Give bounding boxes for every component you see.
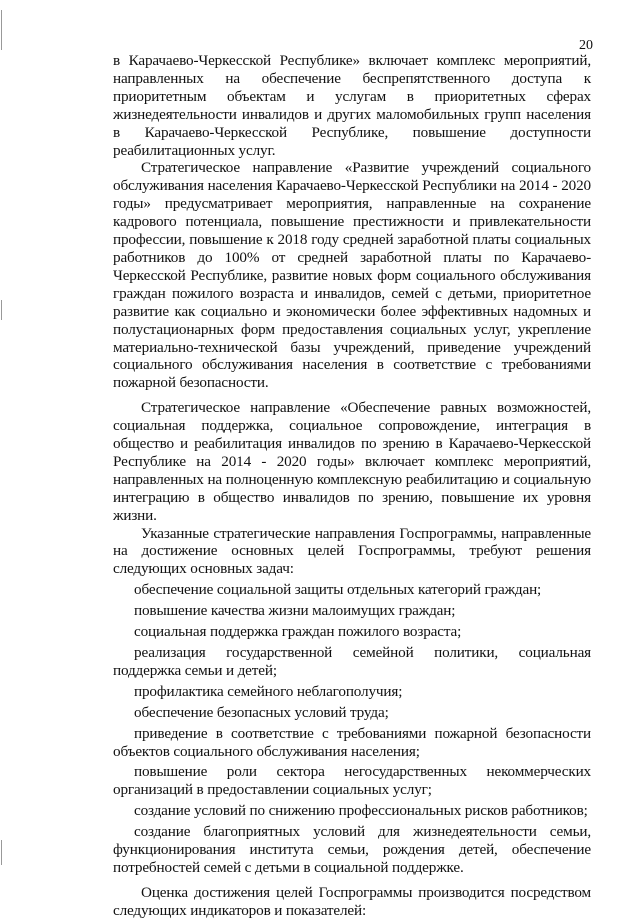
scan-edge-mark — [1, 840, 2, 865]
task-item: обеспечение безопасных условий труда; — [134, 703, 389, 721]
task-item: приведение в соответствие с требованиями пожарной безопасности объектов социального обслуживания населения; — [113, 724, 591, 760]
scan-edge-mark — [1, 300, 2, 320]
document-body — [113, 52, 591, 920]
closing-paragraph: Оценка достижения целей Госпрограммы производится посредством следующих индикаторов и показателей: — [113, 883, 591, 919]
task-item: повышение качества жизни малоимущих граждан; — [134, 602, 456, 620]
task-item: создание условий по снижению профессиональных рисков работников; — [134, 802, 588, 820]
task-item: обеспечение социальной защиты отдельных категорий граждан; — [134, 581, 542, 599]
page-number: 20 — [579, 38, 593, 53]
paragraph: в Карачаево-Черкесской Республике» включает комплекс мероприятий, направленных на обеспечение беспрепятственного доступа к приоритетным объектам и услугам в приоритетных сферах жизнедеятельности инвалидов и других маломобильных групп населения в Карачаево-Черкесской Республике, повышение доступности реабилитационных услуг. — [113, 52, 591, 159]
scan-edge-mark — [1, 10, 2, 50]
paragraph: Стратегическое направление «Обеспечение равных возможностей, социальная поддержка, социальное сопровождение, интеграция в общество и реабилитация инвалидов по зрению в Карачаево-Черкесской Республике на 2014 - 2020 годы» включает комплекс мероприятий, направленных на полноценную комплексную реабилитацию и социальную интеграцию в общество инвалидов по зрению, повышение их уровня жизни. — [113, 399, 591, 524]
task-item: повышение роли сектора негосударственных некоммерческих организаций в предоставлении социальных услуг; — [113, 763, 591, 799]
task-item: реализация государственной семейной политики, социальная поддержка семьи и детей; — [113, 644, 591, 679]
task-item: социальная поддержка граждан пожилого возраста; — [134, 623, 462, 641]
paragraph: Указанные стратегические направления Госпрограммы, направленные на достижение основных целей Госпрограммы, требуют решения следующих основных задач: — [113, 524, 591, 578]
task-item: создание благоприятных условий для жизнедеятельности семьи, функционирования института семьи, рождения детей, обеспечение потребностей семей с детьми в социальной поддержке. — [113, 823, 591, 876]
paragraph: Стратегическое направление «Развитие учреждений социального обслуживания населения Карачаево-Черкесской Республики на 2014 - 2020 годы» предусматривает мероприятия, направленные на сохранение кадрового потенциала, повышение престижности и привлекательности профессии, повышение к 2018 году средней заработной платы социальных работников до 100% от средней заработной платы по Карачаево-Черкесской Республике, развитие новых форм социального обслуживания граждан пожилого возраста и инвалидов, семей с детьми, приоритетное развитие как социально и экономически более эффективных надомных и полустационарных форм предоставления социальных услуг, укрепление материально-технической базы учреждений, приведение учреждений социального обслуживания населения в соответствие с требованиями пожарной безопасности. — [113, 159, 591, 392]
task-item: профилактика семейного неблагополучия; — [134, 682, 403, 700]
